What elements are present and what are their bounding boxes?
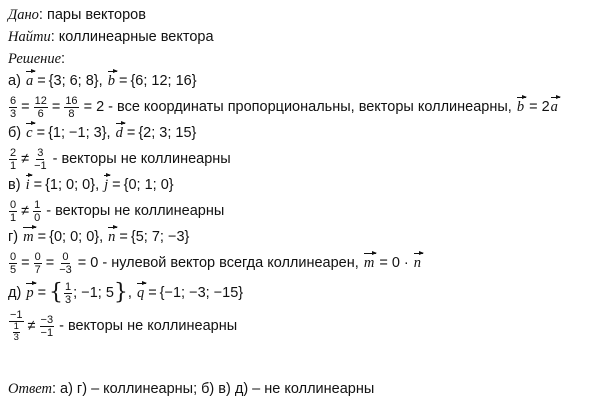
answer-line xyxy=(8,378,594,400)
vector-m: m xyxy=(23,228,34,245)
find-label: Найти xyxy=(8,28,51,45)
solution-line xyxy=(8,48,594,70)
vector-a: a xyxy=(25,72,34,89)
answer-text: : а) г) – коллинеарны; б) в) д) – не коллинеарны xyxy=(51,381,375,397)
relation-coef: = 2 xyxy=(529,99,550,115)
vector-d: d xyxy=(115,124,123,141)
fraction: $\frac{1}{3}$ xyxy=(65,280,72,306)
vector-n: n xyxy=(413,254,422,271)
vector-i-coords: {1; 0; 0} xyxy=(45,177,96,193)
fraction: $\frac{1}{3}$ xyxy=(13,321,19,343)
vector-q-coords: {−1; −3; −15} xyxy=(159,285,244,301)
item-d-check: $\frac{0}{5}$ = $\frac{0}{7}$ = $\frac{0}{-3}$ = 0 - нулевой вектор всегда коллинеарен, m = 0 · n xyxy=(10,250,422,276)
given-text: : пары векторов xyxy=(38,7,146,23)
vector-j: j xyxy=(104,176,109,193)
item-c-result: - векторы не коллинеарны xyxy=(46,203,225,219)
item-e-vectors: д) p = { $\frac{1}{3}$ ; −1; 5 } , q = {−1; −3; −15} xyxy=(8,280,244,306)
vector-c: c xyxy=(26,124,33,141)
item-d-prefix: г) xyxy=(8,229,19,245)
vector-n: n xyxy=(108,228,116,245)
fraction: $\frac{3}{-1}$ xyxy=(34,146,47,172)
answer-label: Ответ xyxy=(8,380,52,397)
vector-b: b xyxy=(107,72,115,89)
fraction: $\frac{0}{5}$ xyxy=(10,250,17,276)
item-d-result: = 0 - нулевой вектор всегда коллинеарен, xyxy=(77,255,359,271)
item-e-prefix: д) xyxy=(8,285,22,301)
item-a-prefix: а) xyxy=(8,73,21,89)
vector-q: q xyxy=(136,284,145,301)
item-b-prefix: б) xyxy=(8,125,22,141)
vector-p-rest: ; −1; 5 xyxy=(73,285,114,301)
vector-b: b xyxy=(516,98,525,115)
item-b-vectors: б) c = {1; −1; 3} , d = {2; 3; 15} xyxy=(8,124,197,141)
relation-coef: = 0 · xyxy=(379,255,409,271)
item-e-check: $\frac{-1}{\frac{1}{3}}$ ≠ $\frac{-3}{-1}$ - векторы не коллинеарны xyxy=(10,309,238,343)
fraction: $\frac{1}{0}$ xyxy=(34,198,41,224)
vector-a: a xyxy=(550,98,558,115)
vector-a-coords: {3; 6; 8} xyxy=(48,73,99,89)
fraction: $\frac{0}{7}$ xyxy=(34,250,41,276)
item-a-check: $\frac{6}{3}$ = $\frac{12}{6}$ = $\frac{16}{8}$ = 2 - все координаты пропорциональны, векторы коллинеарны, b = 2 a xyxy=(10,94,558,120)
item-b-check: $\frac{2}{1}$ ≠ $\frac{3}{-1}$ - векторы не коллинеарны xyxy=(10,146,231,172)
vector-c-coords: {1; −1; 3} xyxy=(48,125,107,141)
fraction: $\frac{0}{-3}$ xyxy=(59,250,72,276)
fraction: $\frac{6}{3}$ xyxy=(10,94,17,120)
fraction: $\frac{12}{6}$ xyxy=(34,94,47,120)
fraction: $\frac{-3}{-1}$ xyxy=(40,313,54,339)
item-d-vectors: г) m = {0; 0; 0} , n = {5; 7; −3} xyxy=(8,228,190,245)
vector-p: p xyxy=(26,284,34,301)
fraction: $\frac{-1}{\frac{1}{3}}$ xyxy=(10,309,23,343)
vector-b-coords: {6; 12; 16} xyxy=(130,73,197,89)
find-line xyxy=(8,26,594,48)
item-a-result: = 2 - все координаты пропорциональны, векторы коллинеарны, xyxy=(83,99,512,115)
vector-m-coords: {0; 0; 0} xyxy=(49,229,100,245)
vector-d-coords: {2; 3; 15} xyxy=(138,125,197,141)
fraction: $\frac{2}{1}$ xyxy=(10,146,17,172)
item-c-vectors: в) i = {1; 0; 0} , j = {0; 1; 0} xyxy=(8,176,174,193)
item-e-result: - векторы не коллинеарны xyxy=(59,318,238,334)
item-c-prefix: в) xyxy=(8,177,21,193)
solution-label: Решение xyxy=(8,50,62,67)
vector-i: i xyxy=(25,176,30,193)
item-c-check: $\frac{0}{1}$ ≠ $\frac{1}{0}$ - векторы не коллинеарны xyxy=(10,198,225,224)
fraction: $\frac{16}{8}$ xyxy=(65,94,78,120)
fraction: $\frac{0}{1}$ xyxy=(10,198,17,224)
item-b-result: - векторы не коллинеарны xyxy=(52,151,231,167)
given-line xyxy=(8,4,594,26)
solution-text: : xyxy=(61,51,66,67)
vector-n-coords: {5; 7; −3} xyxy=(130,229,190,245)
vector-m: m xyxy=(363,254,375,271)
find-text: : коллинеарные вектора xyxy=(50,29,214,45)
given-label: Дано xyxy=(8,6,39,23)
item-a-vectors: а) a = {3; 6; 8} , b = {6; 12; 16} xyxy=(8,72,197,89)
vector-j-coords: {0; 1; 0} xyxy=(123,177,174,193)
